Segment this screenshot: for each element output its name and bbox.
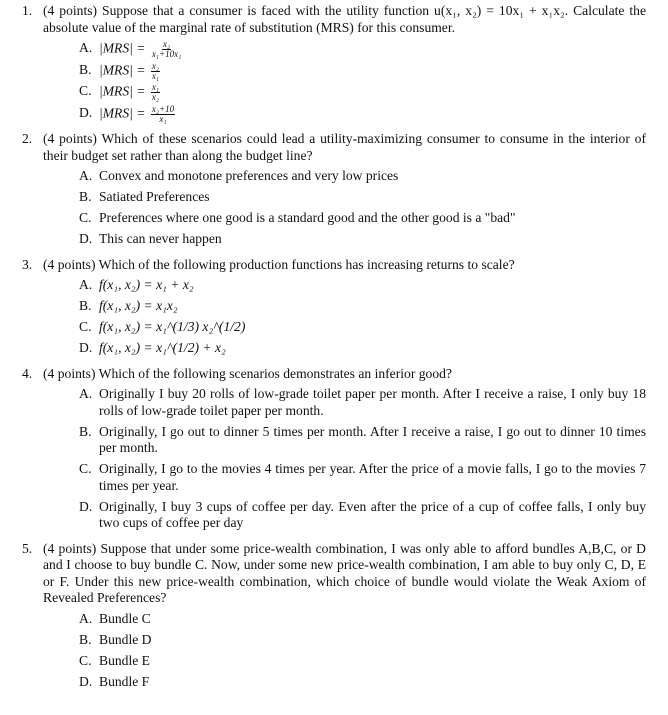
- option-text: This can never happen: [99, 231, 222, 246]
- option-text: Originally I buy 20 rolls of low-grade toilet paper per month. After I receive a raise, I only buy 18 rolls of low-grade toilet paper per month.: [99, 386, 646, 418]
- question-number: 2.: [22, 131, 33, 146]
- denominator: x₁: [159, 113, 167, 124]
- option-text: f(x₁, x₂) = x₁ + x₂: [99, 277, 194, 292]
- option-letter: A.: [79, 386, 93, 401]
- numerator: x₂+10: [151, 103, 175, 114]
- option-a: [79, 168, 646, 185]
- option-letter: C.: [79, 652, 92, 668]
- options-list: [43, 611, 646, 691]
- option-c: [79, 210, 646, 227]
- question-number: 5.: [22, 540, 33, 556]
- option-text: f(x₁, x₂) = x₁^(1/2) + x₂: [99, 340, 226, 355]
- option-letter: B.: [79, 298, 92, 313]
- option-lhs: |MRS| =: [99, 105, 146, 121]
- option-d: [79, 674, 646, 691]
- numerator: x₂: [151, 60, 160, 71]
- question-4: [22, 366, 646, 532]
- question-number: 3.: [22, 256, 33, 272]
- option-a: [79, 277, 646, 294]
- question-3: [22, 257, 646, 357]
- option-lhs: |MRS| =: [99, 40, 146, 56]
- option-letter: D.: [79, 231, 93, 246]
- options-list: [43, 386, 646, 532]
- option-text: Bundle D: [99, 631, 152, 647]
- option-letter: C.: [79, 210, 92, 225]
- options-list: [43, 40, 646, 122]
- option-lhs: |MRS| =: [99, 83, 146, 99]
- option-text: Originally, I go out to dinner 5 times per month. After I receive a raise, I go out to dinner 10 times per month.: [99, 423, 646, 455]
- option-d: [79, 231, 646, 248]
- option-b: [79, 189, 646, 206]
- option-d: [79, 499, 646, 532]
- fraction: [151, 62, 160, 81]
- option-text: Satiated Preferences: [99, 189, 210, 204]
- option-letter: A.: [79, 277, 93, 292]
- question-2: [22, 131, 646, 248]
- question-number: 4.: [22, 365, 33, 381]
- option-text: Bundle C: [99, 610, 151, 626]
- question-text: (4 points) Suppose that under some price-wealth combination, I was only able to afford bundles A,B,C, or D and I choose to buy bundle C. Now, under some new price-wealth combination, I am able to buy only C, D, E or F. Under this new price-wealth combination, which choice of bundle would violate the Weak Axiom of Revealed Preferences?: [43, 540, 646, 605]
- option-letter: B.: [79, 631, 92, 647]
- option-c: [79, 319, 646, 336]
- question-text: (4 points) Suppose that a consumer is faced with the utility function u(x₁, x₂) = 10x₁ + x₁x₂. Calculate the absolute value of the marginal rate of substitution (MRS) for this consumer.: [43, 3, 646, 35]
- option-lhs: |MRS| =: [99, 62, 146, 78]
- fraction: [151, 83, 160, 102]
- option-letter: D.: [79, 104, 93, 120]
- option-letter: B.: [79, 189, 92, 204]
- option-text: Bundle E: [99, 652, 150, 668]
- option-b: [79, 632, 646, 649]
- option-d: [79, 105, 646, 123]
- option-text: Originally, I buy 3 cups of coffee per day. Even after the price of a cup of coffee falls, I only buy two cups of coffee per day: [99, 498, 646, 530]
- option-c: [79, 653, 646, 670]
- option-a: [79, 611, 646, 628]
- option-letter: C.: [79, 461, 92, 476]
- question-number: 1.: [22, 3, 33, 18]
- question-5: [22, 541, 646, 691]
- option-letter: B.: [79, 61, 92, 77]
- question-1: [22, 3, 646, 122]
- denominator: x₂: [151, 92, 160, 102]
- options-list: [43, 277, 646, 357]
- option-b: [79, 424, 646, 457]
- option-letter: D.: [79, 498, 93, 514]
- option-letter: A.: [79, 168, 93, 183]
- fraction: [151, 40, 182, 59]
- option-text: f(x₁, x₂) = x₁x₂: [99, 298, 178, 313]
- option-letter: B.: [79, 423, 92, 439]
- option-d: [79, 340, 646, 357]
- question-text: (4 points) Which of the following production functions has increasing returns to scale?: [43, 256, 515, 272]
- option-letter: C.: [79, 83, 92, 98]
- option-b: [79, 298, 646, 315]
- denominator: x₁: [151, 70, 160, 81]
- question-text: (4 points) Which of these scenarios could lead a utility-maximizing consumer to consume in the interior of their budget set rather than along the budget line?: [43, 131, 646, 163]
- option-a: [79, 40, 646, 58]
- fraction: [151, 105, 175, 124]
- option-letter: D.: [79, 673, 93, 689]
- options-list: [43, 168, 646, 248]
- option-letter: A.: [79, 40, 93, 55]
- option-c: [79, 83, 646, 101]
- option-text: Originally, I go to the movies 4 times per year. After the price of a movie falls, I go to the movies 7 times per year.: [99, 461, 646, 493]
- numerator: x₂: [162, 39, 171, 49]
- option-letter: A.: [79, 610, 93, 626]
- option-letter: C.: [79, 319, 92, 334]
- numerator: x₁: [151, 82, 160, 92]
- option-text: Bundle F: [99, 673, 150, 689]
- option-text: Preferences where one good is a standard good and the other good is a "bad": [99, 210, 516, 225]
- denominator: x₁+10x₁: [151, 49, 182, 59]
- option-a: [79, 386, 646, 419]
- option-text: Convex and monotone preferences and very low prices: [99, 168, 399, 183]
- option-b: [79, 62, 646, 80]
- option-c: [79, 461, 646, 494]
- option-letter: D.: [79, 340, 93, 355]
- question-text: (4 points) Which of the following scenarios demonstrates an inferior good?: [43, 365, 452, 381]
- option-text: f(x₁, x₂) = x₁^(1/3) x₂^(1/2): [99, 319, 246, 334]
